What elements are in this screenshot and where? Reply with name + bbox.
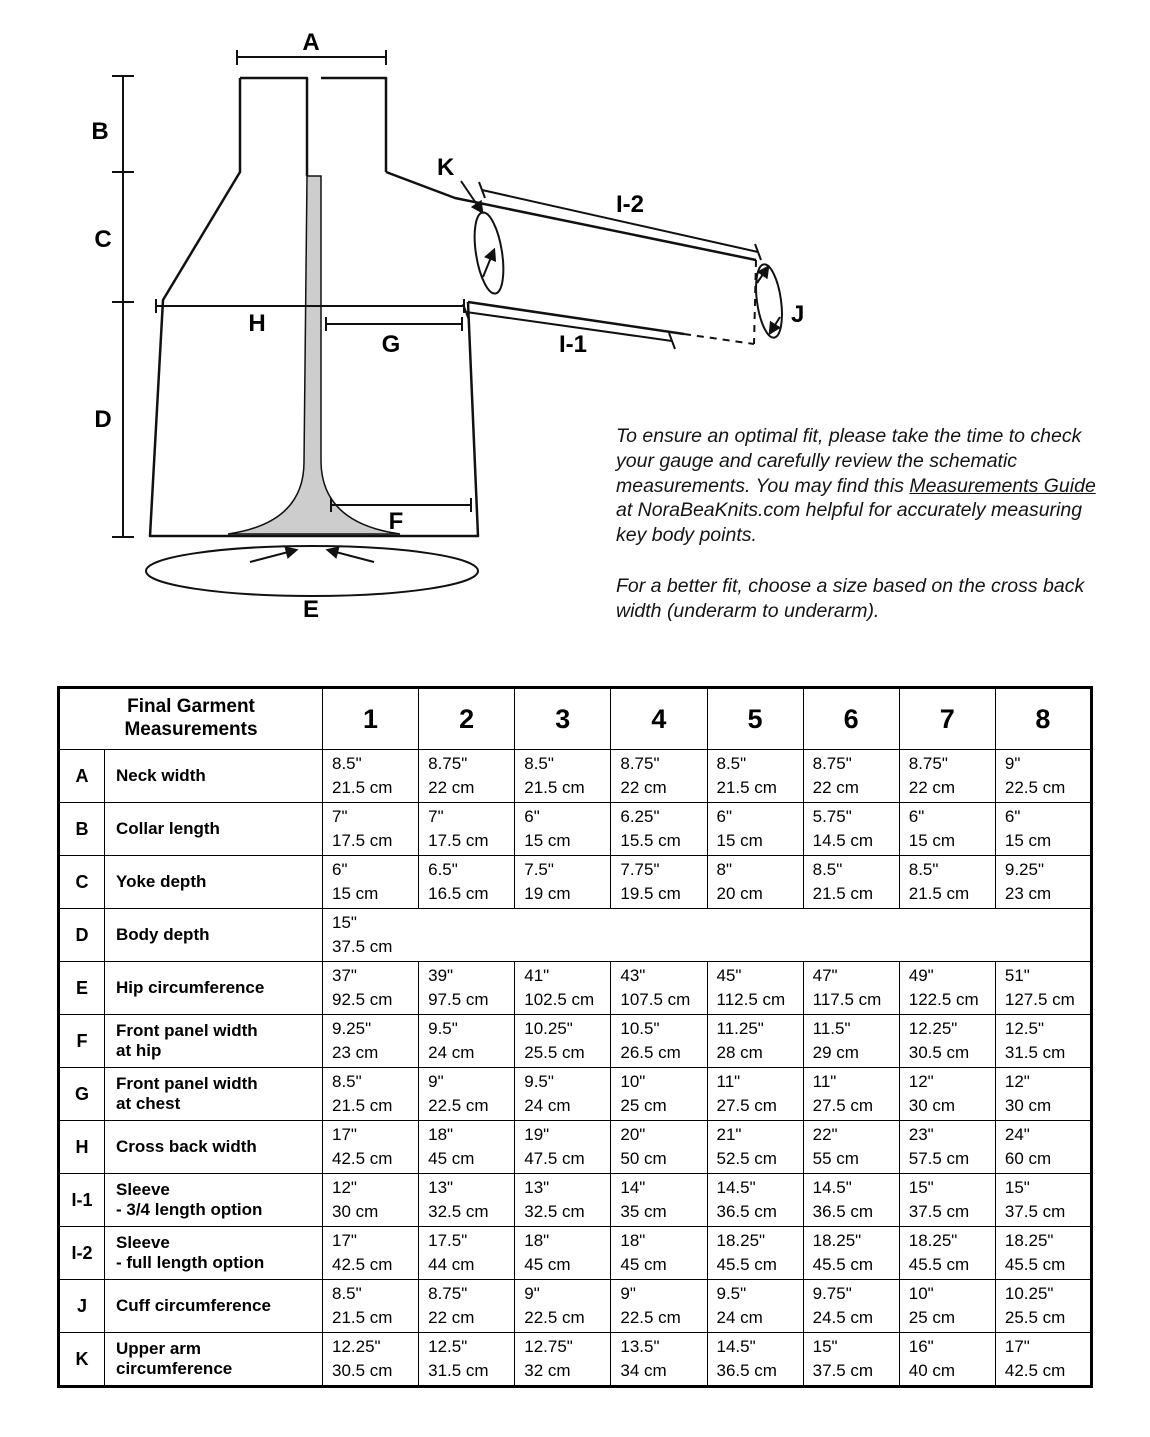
row-label: Sleeve - full length option bbox=[105, 1227, 323, 1280]
measurement-value: 20" 50 cm bbox=[611, 1121, 707, 1174]
label-b: B bbox=[91, 118, 109, 145]
label-d: D bbox=[94, 406, 112, 433]
measurements-table-body bbox=[59, 750, 1092, 1387]
measurement-value: 43" 107.5 cm bbox=[611, 962, 707, 1015]
row-label: Front panel width at chest bbox=[105, 1068, 323, 1121]
row-key: J bbox=[59, 1280, 105, 1333]
measurement-value: 8.75" 22 cm bbox=[419, 750, 515, 803]
measurement-value: 18.25" 45.5 cm bbox=[803, 1227, 899, 1280]
label-i2: I-2 bbox=[615, 191, 645, 218]
measurement-value: 5.75" 14.5 cm bbox=[803, 803, 899, 856]
measurement-value: 7" 17.5 cm bbox=[419, 803, 515, 856]
row-key: F bbox=[59, 1015, 105, 1068]
measurement-value: 11" 27.5 cm bbox=[707, 1068, 803, 1121]
measurement-value: 10.25" 25.5 cm bbox=[515, 1015, 611, 1068]
measurement-value: 47" 117.5 cm bbox=[803, 962, 899, 1015]
measurement-value: 17" 42.5 cm bbox=[323, 1227, 419, 1280]
measurement-value: 14.5" 36.5 cm bbox=[707, 1333, 803, 1387]
front-band-shading bbox=[228, 176, 400, 534]
measurement-row-h bbox=[59, 1121, 1092, 1174]
hip-ellipse bbox=[146, 546, 478, 596]
size-column-header: 3 bbox=[515, 688, 611, 750]
measurement-value: 9" 22.5 cm bbox=[419, 1068, 515, 1121]
measurement-value: 49" 122.5 cm bbox=[899, 962, 995, 1015]
measurement-value: 51" 127.5 cm bbox=[995, 962, 1091, 1015]
size-column-header: 5 bbox=[707, 688, 803, 750]
j-bottom-arrow bbox=[770, 317, 780, 333]
row-key: K bbox=[59, 1333, 105, 1387]
measurement-value: 18" 45 cm bbox=[515, 1227, 611, 1280]
measurement-value: 9.5" 24 cm bbox=[515, 1068, 611, 1121]
measurement-value: 9.25" 23 cm bbox=[323, 1015, 419, 1068]
label-i1: I-1 bbox=[558, 331, 588, 358]
row-label: Body depth bbox=[105, 909, 323, 962]
row-label: Collar length bbox=[105, 803, 323, 856]
measurement-value: 9.5" 24 cm bbox=[419, 1015, 515, 1068]
row-label: Yoke depth bbox=[105, 856, 323, 909]
measurement-value: 9.25" 23 cm bbox=[995, 856, 1091, 909]
measurement-row-i-1 bbox=[59, 1174, 1092, 1227]
size-column-header: 2 bbox=[419, 688, 515, 750]
row-label: Hip circumference bbox=[105, 962, 323, 1015]
measurement-value: 6" 15 cm bbox=[707, 803, 803, 856]
measurement-value: 12" 30 cm bbox=[323, 1174, 419, 1227]
table-title-text: Final Garment Measurements bbox=[124, 696, 258, 740]
measurement-row-g bbox=[59, 1068, 1092, 1121]
measurement-value: 12.5" 31.5 cm bbox=[419, 1333, 515, 1387]
measurement-value: 14.5" 36.5 cm bbox=[707, 1174, 803, 1227]
fit-notes bbox=[616, 424, 1096, 623]
measurement-value: 6.25" 15.5 cm bbox=[611, 803, 707, 856]
measurement-value: 9" 22.5 cm bbox=[611, 1280, 707, 1333]
measurement-value-span: 15" 37.5 cm bbox=[323, 909, 1092, 962]
measurement-value: 22" 55 cm bbox=[803, 1121, 899, 1174]
size-choice-note: For a better fit, choose a size based on the cross back width (underarm to underarm). bbox=[616, 574, 1085, 622]
measurement-value: 8.75" 22 cm bbox=[803, 750, 899, 803]
measurement-row-d bbox=[59, 909, 1092, 962]
measurement-row-b bbox=[59, 803, 1092, 856]
measurement-value: 17" 42.5 cm bbox=[323, 1121, 419, 1174]
measurement-value: 12.75" 32 cm bbox=[515, 1333, 611, 1387]
row-key: D bbox=[59, 909, 105, 962]
measurement-value: 15" 37.5 cm bbox=[899, 1174, 995, 1227]
size-column-header: 7 bbox=[899, 688, 995, 750]
size-column-header: 4 bbox=[611, 688, 707, 750]
measurement-row-j bbox=[59, 1280, 1092, 1333]
measurement-value: 18.25" 45.5 cm bbox=[707, 1227, 803, 1280]
measurement-value: 19" 47.5 cm bbox=[515, 1121, 611, 1174]
label-e: E bbox=[302, 596, 320, 623]
measurement-value: 18.25" 45.5 cm bbox=[899, 1227, 995, 1280]
row-label: Cuff circumference bbox=[105, 1280, 323, 1333]
measurement-value: 8" 20 cm bbox=[707, 856, 803, 909]
measurement-value: 13.5" 34 cm bbox=[611, 1333, 707, 1387]
measurement-value: 9.5" 24 cm bbox=[707, 1280, 803, 1333]
measurement-value: 9.75" 24.5 cm bbox=[803, 1280, 899, 1333]
measurement-row-k bbox=[59, 1333, 1092, 1387]
row-key: I-1 bbox=[59, 1174, 105, 1227]
table-title bbox=[59, 688, 323, 750]
measurement-value: 8.75" 22 cm bbox=[611, 750, 707, 803]
measurement-value: 12.25" 30.5 cm bbox=[323, 1333, 419, 1387]
measurement-value: 7.75" 19.5 cm bbox=[611, 856, 707, 909]
measurement-value: 37" 92.5 cm bbox=[323, 962, 419, 1015]
measurement-value: 15" 37.5 cm bbox=[995, 1174, 1091, 1227]
measurement-value: 17" 42.5 cm bbox=[995, 1333, 1091, 1387]
label-h: H bbox=[248, 310, 266, 337]
row-key: G bbox=[59, 1068, 105, 1121]
label-g: G bbox=[381, 331, 401, 358]
row-label: Neck width bbox=[105, 750, 323, 803]
cuff-ellipse bbox=[752, 263, 786, 340]
measurement-row-a bbox=[59, 750, 1092, 803]
row-key: E bbox=[59, 962, 105, 1015]
measurement-value: 24" 60 cm bbox=[995, 1121, 1091, 1174]
table-header-row bbox=[59, 688, 1092, 750]
size-column-header: 8 bbox=[995, 688, 1091, 750]
measurement-value: 17.5" 44 cm bbox=[419, 1227, 515, 1280]
measurement-value: 7.5" 19 cm bbox=[515, 856, 611, 909]
row-label: Front panel width at hip bbox=[105, 1015, 323, 1068]
measurement-value: 45" 112.5 cm bbox=[707, 962, 803, 1015]
measurement-value: 11.25" 28 cm bbox=[707, 1015, 803, 1068]
row-key: B bbox=[59, 803, 105, 856]
measurements-table bbox=[57, 686, 1093, 1388]
measurement-value: 6" 15 cm bbox=[899, 803, 995, 856]
measurement-value: 39" 97.5 cm bbox=[419, 962, 515, 1015]
size-column-header: 6 bbox=[803, 688, 899, 750]
measurement-value: 15" 37.5 cm bbox=[803, 1333, 899, 1387]
row-key: A bbox=[59, 750, 105, 803]
k-inner-arrow bbox=[483, 250, 494, 277]
measurement-value: 12" 30 cm bbox=[899, 1068, 995, 1121]
measurement-value: 14.5" 36.5 cm bbox=[803, 1174, 899, 1227]
measurement-value: 8.5" 21.5 cm bbox=[323, 1280, 419, 1333]
measurement-value: 7" 17.5 cm bbox=[323, 803, 419, 856]
k-pointer-arrow bbox=[461, 181, 482, 212]
measurement-value: 8.75" 22 cm bbox=[419, 1280, 515, 1333]
row-label: Cross back width bbox=[105, 1121, 323, 1174]
measurement-value: 9" 22.5 cm bbox=[515, 1280, 611, 1333]
label-j: J bbox=[791, 301, 805, 328]
measurement-value: 6" 15 cm bbox=[995, 803, 1091, 856]
measurement-value: 9" 22.5 cm bbox=[995, 750, 1091, 803]
measurement-value: 10" 25 cm bbox=[611, 1068, 707, 1121]
row-key: H bbox=[59, 1121, 105, 1174]
measurement-value: 11.5" 29 cm bbox=[803, 1015, 899, 1068]
measurement-row-i-2 bbox=[59, 1227, 1092, 1280]
measurement-value: 18.25" 45.5 cm bbox=[995, 1227, 1091, 1280]
gauge-note-text-pre: To ensure an optimal fit, please take the time to check your gauge and carefully review the schematic measurements. You may find this bbox=[616, 425, 1082, 497]
measurement-value: 21" 52.5 cm bbox=[707, 1121, 803, 1174]
row-label: Sleeve - 3/4 length option bbox=[105, 1174, 323, 1227]
measurement-value: 12.25" 30.5 cm bbox=[899, 1015, 995, 1068]
measurement-value: 8.5" 21.5 cm bbox=[899, 856, 995, 909]
gauge-note-text-post: at NoraBeaKnits.com helpful for accurately measuring key body points. bbox=[616, 499, 1083, 546]
label-a: A bbox=[302, 29, 320, 56]
measurement-row-f bbox=[59, 1015, 1092, 1068]
measurement-value: 6.5" 16.5 cm bbox=[419, 856, 515, 909]
e-left-arrow bbox=[250, 550, 296, 562]
measurement-row-c bbox=[59, 856, 1092, 909]
e-right-arrow bbox=[328, 550, 374, 562]
measurement-value: 6" 15 cm bbox=[515, 803, 611, 856]
upper-arm-ellipse bbox=[470, 210, 509, 295]
measurement-row-e bbox=[59, 962, 1092, 1015]
measurement-value: 8.5" 21.5 cm bbox=[707, 750, 803, 803]
measurement-value: 12.5" 31.5 cm bbox=[995, 1015, 1091, 1068]
measurement-value: 8.75" 22 cm bbox=[899, 750, 995, 803]
measurement-value: 10.25" 25.5 cm bbox=[995, 1280, 1091, 1333]
row-key: I-2 bbox=[59, 1227, 105, 1280]
label-k: K bbox=[437, 154, 455, 181]
row-label: Upper arm circumference bbox=[105, 1333, 323, 1387]
measurement-value: 13" 32.5 cm bbox=[515, 1174, 611, 1227]
measurement-value: 18" 45 cm bbox=[611, 1227, 707, 1280]
measurement-value: 18" 45 cm bbox=[419, 1121, 515, 1174]
size-column-header: 1 bbox=[323, 688, 419, 750]
measurement-value: 23" 57.5 cm bbox=[899, 1121, 995, 1174]
measurement-value: 8.5" 21.5 cm bbox=[515, 750, 611, 803]
measurement-value: 41" 102.5 cm bbox=[515, 962, 611, 1015]
gauge-note bbox=[616, 424, 1096, 548]
measurement-value: 8.5" 21.5 cm bbox=[803, 856, 899, 909]
measurement-value: 11" 27.5 cm bbox=[803, 1068, 899, 1121]
measurement-value: 6" 15 cm bbox=[323, 856, 419, 909]
measurement-value: 10.5" 26.5 cm bbox=[611, 1015, 707, 1068]
row-key: C bbox=[59, 856, 105, 909]
measurement-value: 13" 32.5 cm bbox=[419, 1174, 515, 1227]
label-c: C bbox=[94, 226, 112, 253]
measurement-value: 14" 35 cm bbox=[611, 1174, 707, 1227]
measurement-value: 8.5" 21.5 cm bbox=[323, 1068, 419, 1121]
measurement-value: 12" 30 cm bbox=[995, 1068, 1091, 1121]
label-f: F bbox=[388, 508, 404, 535]
measurement-value: 16" 40 cm bbox=[899, 1333, 995, 1387]
measurements-guide-link[interactable]: Measurements Guide bbox=[909, 474, 1096, 497]
measurement-value: 8.5" 21.5 cm bbox=[323, 750, 419, 803]
measurement-value: 10" 25 cm bbox=[899, 1280, 995, 1333]
